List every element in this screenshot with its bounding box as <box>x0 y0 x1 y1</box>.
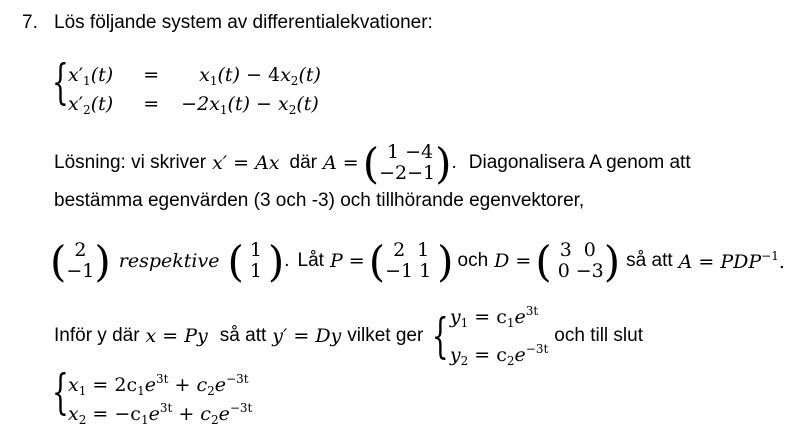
word-infor: Inför y där <box>54 325 140 346</box>
A-label: A = <box>323 152 359 174</box>
matrix-P: 2 1 −1 1 <box>385 239 432 282</box>
diag-text: Diagonalisera A genom att <box>468 152 691 173</box>
system-brace: { <box>52 54 69 110</box>
final-brace: { <box>52 364 69 420</box>
row2-lhs: x <box>68 93 79 115</box>
D-label: D = <box>494 250 532 272</box>
solution-line-2: bestämma egenvärden (3 och -3) och tillhörande egenvektorer, <box>54 190 585 211</box>
solution-line-1: Lösning: vi skriver x′ = Ax där A = ( 1 −4 −2−1 ) . Diagonalisera A genom att <box>54 138 691 188</box>
word-och: och <box>457 250 489 271</box>
problem-number: 7. <box>22 12 38 33</box>
equation-xprime: x′ = Ax <box>212 152 280 174</box>
final-row-2: $x_2 = -c_1e^{3t} + c_2e^{-3t}$ <box>68 401 253 427</box>
word-sa-att-2: så att <box>219 325 267 346</box>
y-system <box>450 298 548 374</box>
word-vilket-ger: vilket ger <box>347 325 424 346</box>
system-row-2: $x'_2(t) = -2x_1(t) - x_2(t)$ <box>68 93 319 117</box>
word-dar: där <box>289 152 317 173</box>
x-equals-Py: x = Py <box>145 325 208 347</box>
word-respektive: respektive <box>118 250 220 272</box>
word-till-slut: och till slut <box>554 325 643 346</box>
solution-lead: Lösning: vi skriver <box>54 152 207 173</box>
row2-rhs: −2x <box>181 93 220 115</box>
word-sa-att: så att <box>626 250 673 271</box>
final-row-1: $x_1 = 2c_1e^{3t} + c_2e^{-3t}$ <box>68 372 249 398</box>
y2-row: $y_2 = c_2e^{-3t}$ <box>449 342 549 368</box>
row1-rhs: x <box>199 64 210 86</box>
y-prime-eq: y′ = Dy <box>272 325 342 347</box>
P-label: P = <box>329 250 365 272</box>
system-row-1: $x'_1(t) = x_1(t) - 4x_2(t)$ <box>68 64 321 88</box>
matrix-D: 3 0 0 −3 <box>557 239 604 282</box>
eigenvector-1: 2 −1 <box>66 239 95 282</box>
problem-title: Lös följande system av differentialekvationer: <box>54 12 433 33</box>
decomposition: $A = PDP^{-1}$. <box>678 249 785 273</box>
eigen-line: ( 2 −1 ) respektive ( 1 1 ) . Låt P = ( 2 1 −1 1 ) och D = ( 3 0 0 −3 ) så att $A = PDP^{-1}$. <box>50 236 785 286</box>
row1-lhs: x <box>68 64 79 86</box>
eigenvector-2: 1 1 <box>249 239 262 282</box>
substitution-line: Inför y där x = Py så att y′ = Dy vilket ger { $y_1 = c_1e^{3t}$ $y_2 = c_2e^{-3t}$ och till slut <box>54 308 643 364</box>
word-lat: Låt <box>297 250 324 271</box>
matrix-A: 1 −4 −2−1 <box>379 141 436 184</box>
y1-row: $y_1 = c_1e^{3t}$ <box>449 304 539 330</box>
